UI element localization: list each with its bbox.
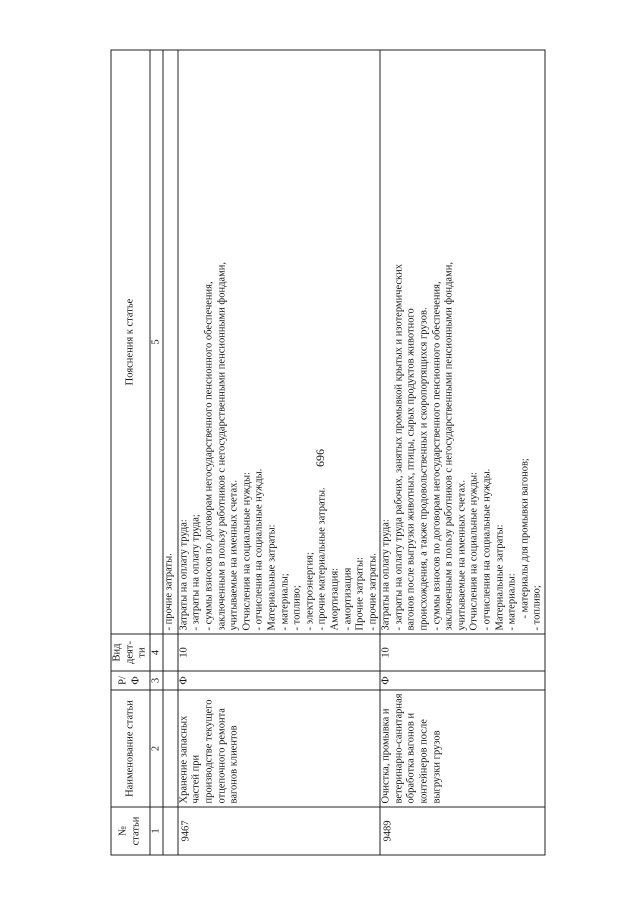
header-item-number: № статьи xyxy=(111,807,150,855)
explanation-line: - отчисления на социальные нужды. xyxy=(481,468,493,630)
explanation-line: - затраты на оплату труда; xyxy=(190,513,202,630)
explanation-line: учитываемые на именных счетах. xyxy=(228,479,240,630)
explanation-line: Отчисления на социальные нужды: xyxy=(240,471,252,630)
explanation-line: заключенным в пользу работников с негосударственными пенсионными фондами, xyxy=(215,261,227,630)
explanation-line: - электроэнергия; xyxy=(303,551,315,630)
item-name: Хранение запасных частей при производстве текущего отцепочного ремонта вагонов клиентов xyxy=(177,690,380,807)
explanation-line: - амортизация xyxy=(341,567,353,630)
continuation-text: - прочие затраты. xyxy=(162,50,177,634)
item-code: 9489 xyxy=(380,807,545,855)
explanation-line: Отчисления на социальные нужды: xyxy=(468,471,480,630)
explanation-line: - материалы для промывки вагонов; xyxy=(518,457,530,618)
explanation-line: Материальные затраты: xyxy=(265,523,277,630)
header-activity-type: Вид деят-ти xyxy=(111,634,150,671)
explanation-line: Амортизация: xyxy=(328,567,340,630)
explanation-line: - отчисления на социальные нужды. xyxy=(253,468,265,630)
column-number: 4 xyxy=(149,634,162,671)
item-name: Очистка, промывка и ветеринарно-санитарная обработка вагонов и контейнеров после выгрузки грузов xyxy=(380,690,545,807)
explanation-line: - топливо; xyxy=(531,584,543,630)
page-number: 696 xyxy=(313,449,327,467)
continuation-row xyxy=(162,50,177,855)
explanation-line: - затраты на оплату труда рабочих, занятых промывкой крытых и изотермических xyxy=(392,263,404,630)
explanation-line: - прочие затраты. xyxy=(366,552,378,630)
explanation-line: вагонов после выгрузки животных, птицы, сырых продуктов животного xyxy=(405,307,417,630)
explanation-line: - топливо; xyxy=(291,584,303,630)
column-number-row xyxy=(149,50,162,855)
column-number: 1 xyxy=(149,807,162,855)
item-activity-type: 10 xyxy=(177,634,380,671)
item-code: 9467 xyxy=(177,807,380,855)
explanation-line: Материальные затраты: xyxy=(493,523,505,630)
cost-items-table xyxy=(110,49,545,855)
explanation-line: - материалы: xyxy=(506,572,518,630)
explanation-line: Затраты на оплату труда: xyxy=(380,518,392,630)
explanation-line: - суммы взносов по договорам негосударственного пенсионного обеспечения, xyxy=(430,280,442,630)
explanation-line: - материалы; xyxy=(278,572,290,630)
item-explanations xyxy=(177,50,380,634)
explanation-line: - суммы взносов по договорам негосударственного пенсионного обеспечения, xyxy=(202,280,214,630)
item-activity-type: 10 xyxy=(380,634,545,671)
header-explanations: Пояснения к статье xyxy=(111,50,150,634)
column-number: 2 xyxy=(149,690,162,807)
column-number: 5 xyxy=(149,50,162,634)
item-plan-fact: Ф xyxy=(177,671,380,690)
explanation-line: Прочие затраты: xyxy=(354,556,366,630)
explanation-line: происхождения, а также продовольственных и скоропортящихся грузов. xyxy=(418,306,430,630)
explanation-line: - прочие материальные затраты. xyxy=(316,486,328,630)
item-explanations xyxy=(380,50,545,634)
rotated-table-container xyxy=(110,50,543,855)
table-header-row xyxy=(111,50,150,855)
column-number: 3 xyxy=(149,671,162,690)
header-plan-fact: Р/Ф xyxy=(111,671,150,690)
table-row xyxy=(380,50,545,855)
explanation-line: Затраты на оплату труда: xyxy=(177,518,189,630)
explanation-line: учитываемые на именных счетах. xyxy=(455,479,467,630)
item-plan-fact: Ф xyxy=(380,671,545,690)
table-row xyxy=(177,50,380,855)
explanation-line: заключенным в пользу работников с негосударственными пенсионными фондами, xyxy=(443,261,455,630)
header-item-name: Наименование статьи xyxy=(111,690,150,807)
